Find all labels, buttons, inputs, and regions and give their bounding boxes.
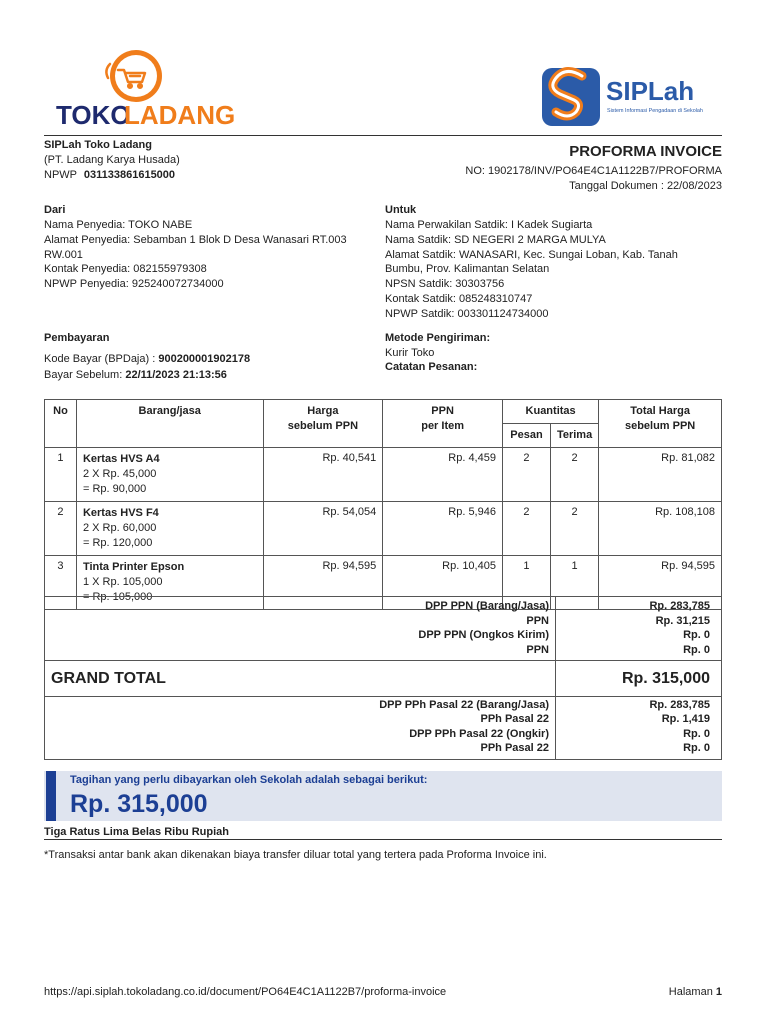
row-price: Rp. 40,541 bbox=[263, 448, 383, 502]
tokoladang-logo bbox=[52, 48, 236, 132]
summary-label: DPP PPN (Ongkos Kirim) bbox=[418, 629, 549, 641]
row-item-name: Kertas HVS A4 bbox=[82, 453, 160, 465]
from-heading: Dari bbox=[44, 204, 66, 216]
summary-label: PPN bbox=[526, 644, 549, 656]
payment-due-value: 22/11/2023 21:13:56 bbox=[125, 369, 227, 381]
invoice-date: Tanggal Dokumen : 22/08/2023 bbox=[569, 180, 722, 192]
from-line: RW.001 bbox=[44, 249, 83, 261]
row-item-subtotal: = Rp. 105,000 bbox=[82, 591, 153, 603]
row-no: 2 bbox=[45, 502, 77, 556]
col-header-item: Barang/jasa bbox=[76, 400, 263, 448]
col-header-ordered: Pesan bbox=[502, 424, 550, 448]
seller-company: (PT. Ladang Karya Husada) bbox=[44, 154, 180, 166]
row-ordered: 2 bbox=[502, 502, 550, 556]
row-received: 2 bbox=[550, 502, 598, 556]
payment-code bbox=[44, 352, 250, 367]
transfer-disclaimer: *Transaksi antar bank akan dikenakan biaya transfer diluar total yang tertera pada Proforma Invoice ini. bbox=[44, 849, 547, 861]
invoice-number: NO: 1902178/INV/PO64E4C1A1122B7/PROFORMA bbox=[465, 165, 722, 177]
col-header-total-line1: Total Harga bbox=[630, 405, 690, 417]
table-row bbox=[45, 502, 722, 556]
items-table bbox=[44, 399, 722, 610]
payment-due-label: Bayar Sebelum: bbox=[44, 369, 126, 381]
col-header-price-line1: Harga bbox=[307, 405, 339, 417]
to-line: Kontak Satdik: 085248310747 bbox=[385, 293, 533, 305]
summary-value: Rp. 0 bbox=[683, 629, 710, 641]
tokoladang-logo-mark bbox=[52, 48, 236, 132]
row-item bbox=[76, 502, 263, 556]
col-header-no: No bbox=[45, 400, 77, 448]
billing-accent-bar bbox=[46, 771, 56, 821]
page-number: 1 bbox=[715, 986, 722, 998]
seller-npwp-value: 031133861615000 bbox=[83, 169, 176, 181]
payment-heading: Pembayaran bbox=[44, 332, 110, 344]
pph-value: Rp. 1,419 bbox=[661, 713, 710, 725]
invoice-title: PROFORMA INVOICE bbox=[569, 143, 722, 160]
siplah-logo bbox=[538, 56, 728, 128]
row-price: Rp. 54,054 bbox=[263, 502, 383, 556]
pph-label: PPh Pasal 22 bbox=[480, 713, 549, 725]
row-item-subtotal: = Rp. 120,000 bbox=[82, 537, 153, 549]
to-line: NPSN Satdik: 30303756 bbox=[385, 278, 505, 290]
from-line: NPWP Penyedia: 925240072734000 bbox=[44, 278, 224, 290]
col-header-price bbox=[263, 400, 383, 448]
grand-total-value: Rp. 315,000 bbox=[621, 670, 710, 687]
to-line: Alamat Satdik: WANASARI, Kec. Sungai Loban, Kab. Tanah bbox=[385, 249, 678, 261]
row-item-calc: 2 X Rp. 45,000 bbox=[82, 468, 157, 480]
page-indicator bbox=[669, 985, 722, 1000]
document-url: https://api.siplah.tokoladang.co.id/document/PO64E4C1A1122B7/proforma-invoice bbox=[44, 986, 447, 998]
row-total: Rp. 94,595 bbox=[599, 556, 722, 610]
billing-amount: Rp. 315,000 bbox=[70, 790, 208, 818]
seller-npwp bbox=[44, 168, 175, 183]
summary-box bbox=[44, 596, 722, 661]
row-item bbox=[76, 448, 263, 502]
row-no: 1 bbox=[45, 448, 77, 502]
payment-code-label: Kode Bayar (BPDaja) : bbox=[44, 353, 159, 365]
billing-divider bbox=[44, 839, 722, 840]
pph-value: Rp. 283,785 bbox=[649, 699, 710, 711]
row-ordered: 1 bbox=[502, 556, 550, 610]
logo-text-toko: TOKO bbox=[56, 100, 131, 130]
summary-value: Rp. 31,215 bbox=[655, 615, 710, 627]
table-row bbox=[45, 448, 722, 502]
siplah-logo-tagline: Sistem Informasi Pengadaan di Sekolah bbox=[607, 108, 703, 114]
grand-total-label: GRAND TOTAL bbox=[51, 670, 166, 687]
row-item-name: Kertas HVS F4 bbox=[82, 507, 159, 519]
col-header-total bbox=[599, 400, 722, 448]
seller-npwp-label: NPWP bbox=[44, 169, 77, 181]
siplah-logo-mark bbox=[538, 56, 728, 128]
header-divider bbox=[44, 135, 722, 136]
shipping-method: Kurir Toko bbox=[385, 347, 435, 359]
col-header-ppn-line1: PPN bbox=[431, 405, 454, 417]
summary-label: PPN bbox=[526, 615, 549, 627]
order-notes-heading: Catatan Pesanan: bbox=[385, 361, 478, 373]
row-ordered: 2 bbox=[502, 448, 550, 502]
col-header-ppn bbox=[383, 400, 503, 448]
col-header-qty: Kuantitas bbox=[502, 400, 598, 424]
from-line: Nama Penyedia: TOKO NABE bbox=[44, 219, 193, 231]
to-line: Nama Satdik: SD NEGERI 2 MARGA MULYA bbox=[385, 234, 606, 246]
summary-value: Rp. 283,785 bbox=[649, 600, 710, 612]
logo-text-ladang: LADANG bbox=[124, 100, 236, 130]
siplah-logo-name: SIPLah bbox=[606, 76, 695, 106]
amount-in-words: Tiga Ratus Lima Belas Ribu Rupiah bbox=[44, 826, 229, 838]
pph-label: DPP PPh Pasal 22 (Barang/Jasa) bbox=[379, 699, 549, 711]
col-header-price-line2: sebelum PPN bbox=[287, 420, 359, 432]
to-line: Bumbu, Prov. Kalimantan Selatan bbox=[385, 263, 550, 275]
pph-label: PPh Pasal 22 bbox=[480, 742, 549, 754]
to-line: NPWP Satdik: 003301124734000 bbox=[385, 308, 549, 320]
row-no: 3 bbox=[45, 556, 77, 610]
row-item-subtotal: = Rp. 90,000 bbox=[82, 483, 147, 495]
pph-value: Rp. 0 bbox=[683, 728, 710, 740]
from-line: Kontak Penyedia: 082155979308 bbox=[44, 263, 207, 275]
row-item-name: Tinta Printer Epson bbox=[82, 561, 185, 573]
pph-value: Rp. 0 bbox=[683, 742, 710, 754]
col-header-ppn-line2: per Item bbox=[421, 420, 465, 432]
row-total: Rp. 81,082 bbox=[599, 448, 722, 502]
pph-label: DPP PPh Pasal 22 (Ongkir) bbox=[409, 728, 549, 740]
payment-code-value: 900200001902178 bbox=[158, 353, 251, 365]
row-ppn: Rp. 5,946 bbox=[383, 502, 503, 556]
summary-label: DPP PPN (Barang/Jasa) bbox=[425, 600, 549, 612]
row-item-calc: 1 X Rp. 105,000 bbox=[82, 576, 163, 588]
summary-value: Rp. 0 bbox=[683, 644, 710, 656]
row-received: 1 bbox=[550, 556, 598, 610]
row-price: Rp. 94,595 bbox=[263, 556, 383, 610]
shipping-heading: Metode Pengiriman: bbox=[385, 332, 491, 344]
payment-due bbox=[44, 368, 227, 383]
row-total: Rp. 108,108 bbox=[599, 502, 722, 556]
col-header-total-line2: sebelum PPN bbox=[624, 420, 696, 432]
row-item-calc: 2 X Rp. 60,000 bbox=[82, 522, 157, 534]
billing-note: Tagihan yang perlu dibayarkan oleh Sekolah adalah sebagai berikut: bbox=[70, 774, 428, 786]
to-line: Nama Perwakilan Satdik: I Kadek Sugiarta bbox=[385, 219, 593, 231]
row-ppn: Rp. 4,459 bbox=[383, 448, 503, 502]
from-line: Alamat Penyedia: Sebamban 1 Blok D Desa Wanasari RT.003 bbox=[44, 234, 347, 246]
seller-name: SIPLah Toko Ladang bbox=[44, 139, 152, 151]
page-label: Halaman bbox=[668, 986, 716, 998]
row-received: 2 bbox=[550, 448, 598, 502]
to-heading: Untuk bbox=[385, 204, 417, 216]
col-header-received: Terima bbox=[550, 424, 598, 448]
row-ppn: Rp. 10,405 bbox=[383, 556, 503, 610]
